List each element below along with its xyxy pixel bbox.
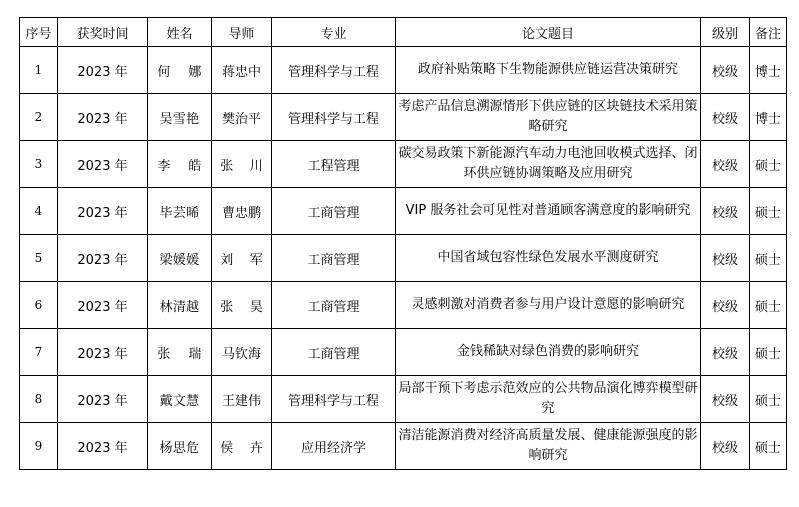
row-level: 校级 (701, 47, 750, 94)
row-advisor: 刘 军 (212, 235, 272, 282)
table-row (20, 188, 787, 235)
row-remark: 硕士 (750, 235, 787, 282)
row-year: 2023 年 (58, 423, 148, 470)
row-year: 2023 年 (58, 188, 148, 235)
row-name: 何 娜 (148, 47, 212, 94)
row-advisor: 曹忠鹏 (212, 188, 272, 235)
award-table (19, 17, 787, 470)
row-title: 碳交易政策下新能源汽车动力电池回收模式选择、闭环供应链协调策略及应用研究 (396, 141, 701, 188)
table-row (20, 47, 787, 94)
row-major: 工程管理 (272, 141, 396, 188)
row-level: 校级 (701, 235, 750, 282)
row-major: 工商管理 (272, 188, 396, 235)
row-remark: 硕士 (750, 376, 787, 423)
row-name: 毕芸晞 (148, 188, 212, 235)
row-advisor: 樊治平 (212, 94, 272, 141)
row-title: 金钱稀缺对绿色消费的影响研究 (396, 329, 701, 376)
row-index: 1 (20, 47, 58, 94)
header-year: 获奖时间 (58, 18, 148, 47)
header-title: 论文题目 (396, 18, 701, 47)
row-year: 2023 年 (58, 47, 148, 94)
row-major: 管理科学与工程 (272, 376, 396, 423)
table-row (20, 329, 787, 376)
row-title: 局部干预下考虑示范效应的公共物品演化博弈模型研究 (396, 376, 701, 423)
row-major: 应用经济学 (272, 423, 396, 470)
row-name: 张 瑞 (148, 329, 212, 376)
row-advisor: 张 川 (212, 141, 272, 188)
row-year: 2023 年 (58, 376, 148, 423)
row-name: 吴雪艳 (148, 94, 212, 141)
row-advisor: 蒋忠中 (212, 47, 272, 94)
row-title: 考虑产品信息溯源情形下供应链的区块链技术采用策略研究 (396, 94, 701, 141)
row-name: 杨思危 (148, 423, 212, 470)
row-name: 梁媛媛 (148, 235, 212, 282)
row-advisor: 侯 卉 (212, 423, 272, 470)
row-year: 2023 年 (58, 329, 148, 376)
table-row (20, 376, 787, 423)
row-level: 校级 (701, 423, 750, 470)
row-index: 4 (20, 188, 58, 235)
row-major: 管理科学与工程 (272, 94, 396, 141)
header-advisor: 导师 (212, 18, 272, 47)
row-index: 3 (20, 141, 58, 188)
header-major: 专业 (272, 18, 396, 47)
row-advisor: 张 昊 (212, 282, 272, 329)
row-remark: 硕士 (750, 188, 787, 235)
row-title: 政府补贴策略下生物能源供应链运营决策研究 (396, 47, 701, 94)
row-index: 6 (20, 282, 58, 329)
row-year: 2023 年 (58, 235, 148, 282)
row-index: 5 (20, 235, 58, 282)
table-row (20, 282, 787, 329)
header-name: 姓名 (148, 18, 212, 47)
row-title: 灵感刺激对消费者参与用户设计意愿的影响研究 (396, 282, 701, 329)
row-advisor: 王建伟 (212, 376, 272, 423)
row-level: 校级 (701, 376, 750, 423)
row-name: 林清越 (148, 282, 212, 329)
header-remark: 备注 (750, 18, 787, 47)
row-index: 7 (20, 329, 58, 376)
table-row (20, 235, 787, 282)
row-level: 校级 (701, 188, 750, 235)
row-index: 2 (20, 94, 58, 141)
row-index: 8 (20, 376, 58, 423)
row-remark: 博士 (750, 47, 787, 94)
row-major: 工商管理 (272, 282, 396, 329)
row-level: 校级 (701, 329, 750, 376)
table-row (20, 94, 787, 141)
row-remark: 博士 (750, 94, 787, 141)
row-title: 清洁能源消费对经济高质量发展、健康能源强度的影响研究 (396, 423, 701, 470)
row-title: 中国省域包容性绿色发展水平测度研究 (396, 235, 701, 282)
header-row (20, 18, 787, 47)
row-name: 戴文慧 (148, 376, 212, 423)
table-row (20, 423, 787, 470)
row-advisor: 马钦海 (212, 329, 272, 376)
row-name: 李 皓 (148, 141, 212, 188)
table-row (20, 141, 787, 188)
row-level: 校级 (701, 94, 750, 141)
header-index: 序号 (20, 18, 58, 47)
row-major: 管理科学与工程 (272, 47, 396, 94)
row-remark: 硕士 (750, 282, 787, 329)
row-year: 2023 年 (58, 141, 148, 188)
header-level: 级别 (701, 18, 750, 47)
row-index: 9 (20, 423, 58, 470)
row-year: 2023 年 (58, 94, 148, 141)
row-remark: 硕士 (750, 329, 787, 376)
row-level: 校级 (701, 282, 750, 329)
row-level: 校级 (701, 141, 750, 188)
row-year: 2023 年 (58, 282, 148, 329)
row-remark: 硕士 (750, 423, 787, 470)
row-major: 工商管理 (272, 235, 396, 282)
row-major: 工商管理 (272, 329, 396, 376)
row-remark: 硕士 (750, 141, 787, 188)
row-title: VIP 服务社会可见性对普通顾客满意度的影响研究 (396, 188, 701, 235)
